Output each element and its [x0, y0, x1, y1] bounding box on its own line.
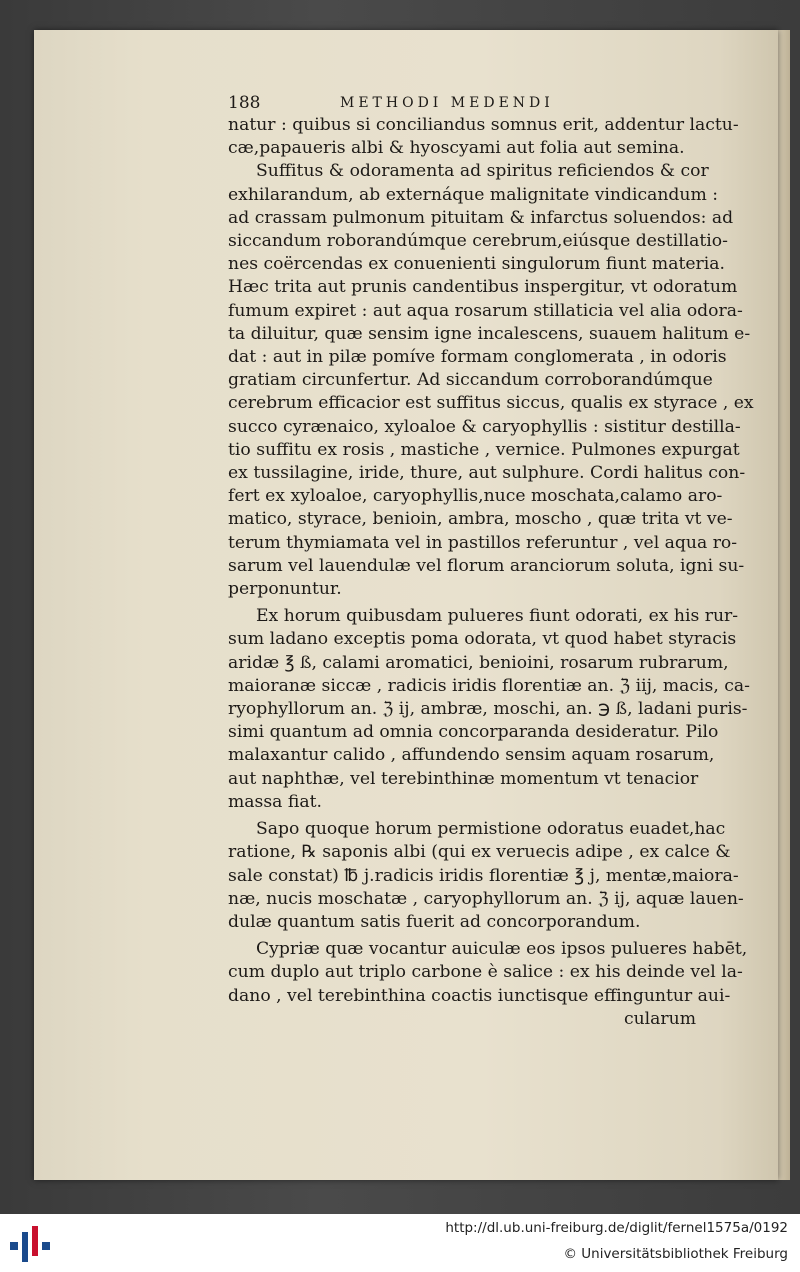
library-logo-icon [8, 1222, 52, 1266]
text-line: exhilarandum, ab externáque malignitate vindicandum : [228, 184, 719, 205]
text-line: matico, styrace, benioin, ambra, moscho , quæ trita vt ve- [228, 509, 733, 530]
text-line: Hæc trita aut prunis candentibus inspergitur, vt odoratum [228, 277, 738, 298]
text-line: nes coërcendas ex conuenienti singulorum fiunt materia. [228, 254, 725, 275]
text-line: ad crassam pulmonum pituitam & infarctus soluendos: ad [228, 207, 734, 228]
page-header [228, 92, 696, 114]
viewer-footer [0, 1214, 800, 1272]
text-line: ex tussilagine, iride, thure, aut sulphure. Cordi halitus con- [228, 463, 746, 484]
text-line: fert ex xyloaloe, caryophyllis,nuce moschata,calamo aro- [228, 486, 723, 507]
text-block [228, 92, 754, 1031]
text-line: Sapo quoque horum permistione odoratus euadet,hac [256, 819, 726, 840]
text-line: massa fiat. [228, 791, 322, 812]
text-line: Suffitus & odoramenta ad spiritus reficiendos & cor [256, 161, 709, 182]
text-line: cum duplo aut triplo carbone è salice : ex his deinde vel la- [228, 962, 743, 983]
text-line: næ, nucis moschatæ , caryophyllorum an. ℨ ij, aquæ lauen- [228, 888, 744, 909]
text-line: succo cyrænaico, xyloaloe & caryophyllis : sistitur destilla- [228, 416, 741, 437]
text-line: dulæ quantum satis fuerit ad concorporandum. [228, 911, 641, 932]
running-head: METHODI MEDENDI [340, 95, 554, 111]
text-line: fumum expiret : aut aqua rosarum stillaticia vel alia odora- [228, 300, 743, 321]
text-line: cerebrum efficacior est suffitus siccus, qualis ex styrace , ex [228, 393, 754, 414]
catchword: cularum [623, 1008, 696, 1029]
text-line: perponuntur. [228, 579, 342, 600]
folio-number: 188 [228, 93, 261, 113]
text-line: simi quantum ad omnia concorparanda desideratur. Pilo [228, 722, 719, 743]
text-line: Cypriæ quæ vocantur auiculæ eos ipsos pulueres habēt, [256, 939, 748, 960]
text-line: siccandum roborandúmque cerebrum,eiúsque destillatio- [228, 231, 728, 252]
text-line: malaxantur calido , affundendo sensim aquam rosarum, [228, 745, 715, 766]
text-line: ta diluitur, quæ sensim igne incalescens, suauem halitum e- [228, 323, 751, 344]
text-line: maioranæ siccæ , radicis iridis florentiæ an. ℨ iij, macis, ca- [228, 675, 750, 696]
text-line: aut naphthæ, vel terebinthinæ momentum vt tenacior [228, 768, 699, 789]
text-line: dat : aut in pilæ pomíve formam conglomerata , in odoris [228, 347, 727, 368]
text-line: dano , vel terebinthina coactis iunctisque effinguntur aui- [228, 985, 731, 1006]
text-line: cæ,papaueris albi & hyoscyami aut folia aut semina. [228, 138, 685, 159]
text-line: aridæ ℥ ß, calami aromatici, benioini, rosarum rubrarum, [228, 652, 729, 673]
copyright-notice: © Universitätsbibliothek Freiburg [563, 1246, 788, 1262]
page-permalink[interactable]: http://dl.ub.uni-freiburg.de/diglit/fernel1575a/0192 [445, 1220, 788, 1236]
text-line: sarum vel lauendulæ vel florum aranciorum soluta, igni su- [228, 555, 745, 576]
text-line: ratione, ℞ saponis albi (qui ex veruecis adipe , ex calce & [228, 842, 731, 863]
text-line: Ex horum quibusdam pulueres fiunt odorati, ex his rur- [256, 606, 739, 627]
text-line: sale constat) ℔ j.radicis iridis florentiæ ℥ j, mentæ,maiora- [228, 865, 739, 886]
text-line: sum ladano exceptis poma odorata, vt quod habet styracis [228, 629, 737, 650]
text-line: tio suffitu ex rosis , mastiche , vernice. Pulmones expurgat [228, 439, 740, 460]
text-line: terum thymiamata vel in pastillos referuntur , vel aqua ro- [228, 532, 738, 553]
text-line: ryophyllorum an. ℨ ij, ambræ, moschi, an. ℈ ß, ladani puris- [228, 699, 748, 720]
text-line: gratiam circunfertur. Ad siccandum corroborandúmque [228, 370, 713, 391]
text-line: natur : quibus si conciliandus somnus erit, addentur lactu- [228, 115, 739, 135]
